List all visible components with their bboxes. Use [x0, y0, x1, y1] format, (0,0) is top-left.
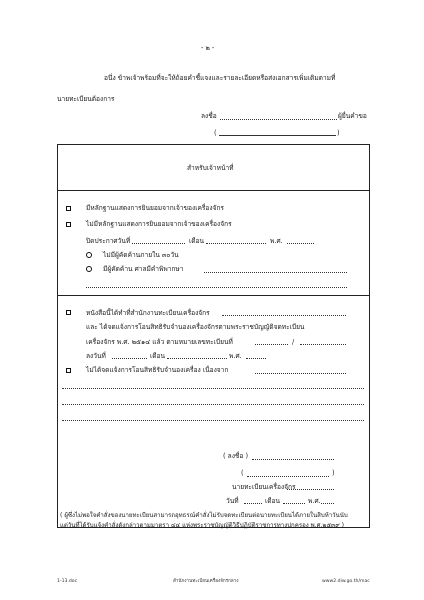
- court-ruling-field-2[interactable]: [86, 287, 347, 288]
- page-number: - ๒ -: [201, 44, 215, 52]
- consent-evidence-label: มีหลักฐานแสดงการยินยอมจากเจ้าของเครื่องจักร: [86, 204, 224, 212]
- notice-day-field[interactable]: [132, 243, 185, 244]
- registrar-title-line: [287, 489, 334, 490]
- registrar-year-label: พ.ศ.: [308, 497, 321, 505]
- letter-year-field[interactable]: [246, 358, 266, 359]
- registration-year-field[interactable]: [300, 344, 346, 345]
- letter-line-1: หนังสือนี้ได้ทำที่สำนักงานทะเบียนเครื่องจักร: [86, 309, 210, 317]
- registrar-sign-label: ( ลงชื่อ ): [223, 452, 249, 460]
- footer-office-name: สำนักงานทะเบียนเครื่องจักรกลาง: [173, 579, 239, 584]
- registrar-close-paren: ): [332, 469, 335, 477]
- no-consent-evidence-label: ไม่มีหลักฐานแสดงการยินยอมจากเจ้าของเครื่องจักร: [86, 220, 232, 228]
- letter-office-field[interactable]: [222, 315, 346, 316]
- registrar-day-field[interactable]: [244, 503, 262, 504]
- notice-month-field[interactable]: [206, 243, 266, 244]
- applicant-name-open-paren: (: [214, 129, 217, 137]
- notice-year-field[interactable]: [287, 243, 314, 244]
- reason-line-3[interactable]: [62, 420, 364, 421]
- officer-section-title: สำหรับเจ้าหน้าที่: [187, 164, 234, 172]
- registrar-day-label: วันที่: [226, 497, 239, 505]
- registrar-name-line[interactable]: [247, 476, 329, 477]
- letter-made-checkbox[interactable]: [66, 310, 71, 315]
- no-record-checkbox[interactable]: [66, 368, 71, 373]
- notice-date-label: ปิดประกาศวันที่: [86, 237, 131, 245]
- court-ruling-field[interactable]: [204, 272, 347, 273]
- no-consent-evidence-checkbox[interactable]: [66, 222, 71, 227]
- no-record-reason-field[interactable]: [255, 373, 346, 374]
- letter-month-label: เดือน: [150, 352, 166, 360]
- intro-text-continued: นายทะเบียนต้องการ: [57, 95, 115, 103]
- notice-year-label: พ.ศ.: [270, 237, 283, 245]
- applicant-name-close-paren: ): [337, 129, 340, 137]
- letter-day-field[interactable]: [112, 358, 147, 359]
- registrar-sign-line[interactable]: [252, 459, 334, 460]
- reason-line-1[interactable]: [62, 388, 364, 389]
- section-divider: [57, 295, 370, 296]
- registrar-year-field[interactable]: [321, 503, 334, 504]
- registrar-month-field[interactable]: [283, 503, 305, 504]
- notice-month-label: เดือน: [189, 237, 205, 245]
- registration-slash: /: [292, 338, 295, 346]
- letter-line-2: และ ได้จดแจ้งการโอนสิทธิรับจำนองเครื่องจักรตามพระราชบัญญัติจดทะเบียน: [86, 323, 305, 331]
- footer-website: www2.diw.go.th/mac: [322, 579, 370, 584]
- objection-court-label: มีผู้คัดค้าน ศาลมีคำพิพากษา: [103, 265, 184, 273]
- applicant-sign-line: [220, 119, 337, 120]
- letter-year-label: พ.ศ.: [229, 352, 242, 360]
- no-objection-radio[interactable]: [86, 252, 92, 258]
- reason-line-2[interactable]: [62, 404, 364, 405]
- no-objection-label: ไม่มีผู้คัดค้านภายใน ๓๐วัน: [103, 251, 179, 259]
- letter-date-label: ลงวันที่: [86, 352, 106, 360]
- appeal-note-line-2: แต่วันที่ได้รับแจ้งคำสั่งดังกล่าวตามมาตรา ๔๔ แห่งพระราชบัญญัติวิธีปฏิบัติราชการทางปกครอง พ.ศ.๒๕๓๙ ): [60, 522, 344, 529]
- registrar-title: นายทะเบียนเครื่องจักร: [232, 483, 296, 491]
- letter-month-field[interactable]: [167, 358, 227, 359]
- no-record-label: ไม่ได้จดแจ้งการโอนสิทธิรับจำนองเครื่อง เนื่องจาก: [86, 366, 229, 374]
- letter-line-3: เครื่องจักร พ.ศ. ๒๕๑๔ แล้ว ตามหมายเลขทะเบียนที่: [86, 338, 233, 346]
- consent-evidence-checkbox[interactable]: [66, 206, 71, 211]
- officer-section-box: [57, 144, 370, 528]
- intro-text: อนึ่ง ข้าพเจ้าพร้อมที่จะให้ถ้อยคำชี้แจงและรายละเอียดหรือส่งเอกสารเพิ่มเติมตามที่: [104, 74, 336, 82]
- footer-file-name: 1-13.doc: [57, 579, 78, 584]
- applicant-name-line: [219, 135, 336, 136]
- objection-court-radio[interactable]: [86, 266, 92, 272]
- officer-title-divider: [57, 190, 370, 191]
- applicant-sign-label: ลงชื่อ: [201, 112, 217, 120]
- registration-number-field[interactable]: [255, 344, 288, 345]
- registrar-month-label: เดือน: [265, 497, 281, 505]
- applicant-role-label: ผู้ยื่นคำขอ: [338, 112, 367, 120]
- appeal-note-line-1: ( ผู้ซึ่งไม่พอใจคำสั่งของนายทะเบียนสามารถอุทธรณ์คำสั่งไม่รับจดทะเบียนต่อนายทะเบียนได้ภายในสิบห้าวันนับ: [60, 512, 348, 519]
- registrar-open-paren: (: [241, 469, 244, 477]
